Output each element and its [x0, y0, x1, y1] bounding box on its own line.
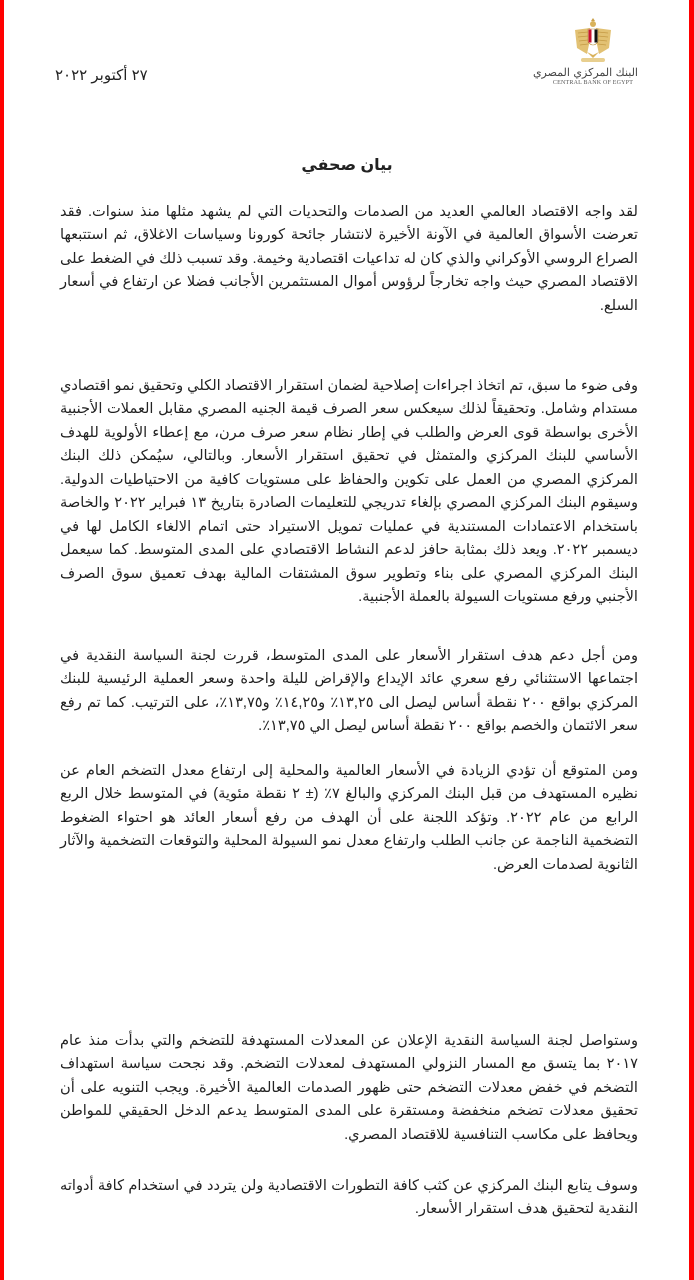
bank-name-arabic: البنك المركزي المصري [532, 66, 638, 79]
frame-border-left [0, 0, 4, 1280]
central-bank-logo [532, 18, 638, 98]
egypt-eagle-emblem-icon [573, 18, 613, 64]
bank-name-english: CENTRAL BANK OF EGYPT [552, 80, 634, 86]
paragraph-inflation-outlook: ومن المتوقع أن تؤدي الزيادة في الأسعار العالمية والمحلية إلى ارتفاع معدل التضخم العام عن نظيره المستهدف من قبل البنك المركزي والبالغ ٧٪ (± ٢ نقطة مئوية) في المتوسط خلال الربع الرابع من عام ٢٠٢٢. وتؤكد اللجنة على أن الهدف من رفع أسعار العائد هو احتواء الضغوط التضخمية الناجمة عن جانب الطلب وارتفاع معدل نمو السيولة المحلية والتوقعات التضخمية والآثار الثانوية لصدمات العرض. [60, 762, 638, 873]
paragraph-closing-statement: وسوف يتابع البنك المركزي عن كثب كافة التطورات الاقتصادية ولن يتردد في استخدام كافة أدواته النقدية لتحقيق هدف استقرار الأسعار. [60, 1177, 638, 1218]
document-title: بيان صحفي [301, 157, 393, 174]
frame-border-right [689, 0, 694, 1280]
paragraph-inflation-targets: وستواصل لجنة السياسة النقدية الإعلان عن المعدلات المستهدفة للتضخم والتي بدأت منذ عام ٢٠١٧ بما يتسق مع المسار النزولي المستهدف لمعدلات التضخم. وقد نجحت سياسة استهداف التضخم في خفض معدلات التضخم حتى ظهور الصدمات العالمية الأخيرة. ويجب التنويه على أن تحقيق معدلات تضخم منخفضة ومستقرة على المدى المتوسط يدعم الدخل الحقيقي للمواطن ويحافظ على مكاسب التنافسية للاقتصاد المصري. [60, 1032, 638, 1143]
paragraph-rate-decision: ومن أجل دعم هدف استقرار الأسعار على المدى المتوسط، قررت لجنة السياسة النقدية في اجتماعها الاستثنائي رفع سعري عائد الإيداع والإقراض لليلة واحدة وسعر العملية الرئيسية للبنك المركزي بواقع ٢٠٠ نقطة أساس ليصل الى ١٣,٢٥٪ و١٤,٢٥٪ و١٣,٧٥٪، على الترتيب. كما تم رفع سعر الائتمان والخصم بواقع ٢٠٠ نقطة أساس ليصل الي ١٣,٧٥٪. [60, 647, 639, 735]
paragraph-reform-measures: وفى ضوء ما سبق، تم اتخاذ اجراءات إصلاحية لضمان استقرار الاقتصاد الكلي وتحقيق نمو اقتصادي مستدام وشامل. وتحقيقاً لذلك سيعكس سعر الصرف قيمة الجنيه المصري مقابل العملات الأجنبية الأخرى بواسطة قوى العرض والطلب في إطار نظام سعر صرف مرن، مع إعطاء الأولوية للهدف الأساسي للبنك المركزي والمتمثل في تحقيق استقرار الأسعار. وبالتالي، سيُمكن ذلك البنك المركزي المصري من العمل على تكوين والحفاظ على مستويات كافية من الاحتياطيات الدولية. وسيقوم البنك المركزي المصري بإلغاء تدريجي للتعليمات الصادرة بتاريخ ١٣ فبراير ٢٠٢٢ والخاصة باستخدام الاعتمادات المستندية في عمليات تمويل الاستيراد حتى اتمام الالغاء الكامل لها في ديسمبر ٢٠٢٢. ويعد ذلك بمثابة حافز لدعم النشاط الاقتصادي على المدى المتوسط. كما سيعمل البنك المركزي المصري على بناء وتطوير سوق المشتقات المالية بهدف تعميق سوق الصرف الأجنبي ورفع مستويات السيولة بالعملة الأجنبية. [60, 377, 638, 606]
press-release-date: ٢٧ أكتوبر ٢٠٢٢ [55, 67, 148, 84]
paragraph-global-shocks: لقد واجه الاقتصاد العالمي العديد من الصدمات والتحديات التي لم يشهد مثلها منذ سنوات. فقد تعرضت الأسواق العالمية في الآونة الأخيرة لانتشار جائحة كورونا وسياسات الاغلاق، ثم استتبعها الصراع الروسي الأوكراني والذي كان له تداعيات اقتصادية وخيمة. وقد تسبب ذلك في الضغط على الاقتصاد المصري حيث واجه تخارجاً لرؤوس أموال المستثمرين الأجانب فضلا عن ارتفاع في أسعار السلع. [60, 203, 638, 314]
